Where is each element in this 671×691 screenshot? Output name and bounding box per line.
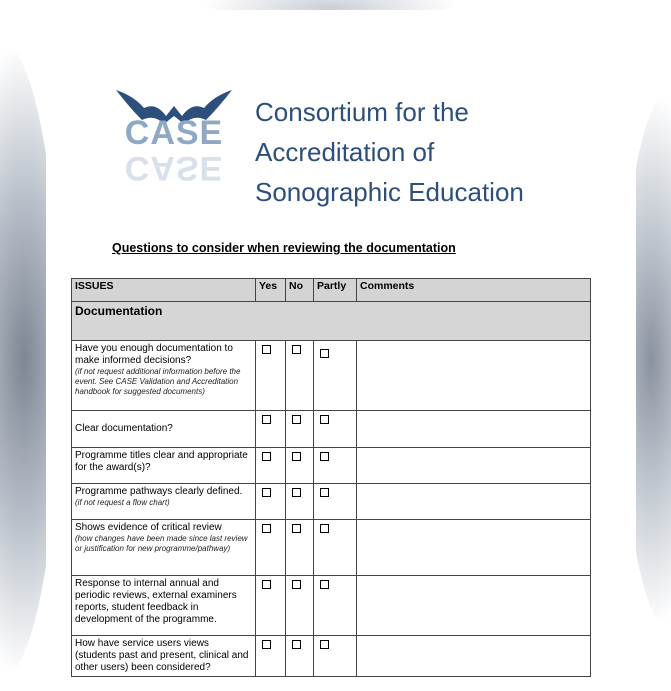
issue-cell: [72, 484, 256, 520]
issue-cell: [72, 576, 256, 636]
table-row: [72, 520, 591, 576]
issue-note: (how changes have been made since last review or justification for new programme/pathway): [75, 534, 248, 553]
issue-cell: [72, 341, 256, 411]
yes-checkbox[interactable]: [262, 580, 271, 589]
comments-cell[interactable]: [357, 576, 591, 636]
table-row: [72, 576, 591, 636]
issue-question: Have you enough documentation to make informed decisions?: [75, 343, 233, 366]
partly-cell: [314, 576, 357, 636]
no-checkbox[interactable]: [292, 415, 301, 424]
yes-checkbox[interactable]: [262, 640, 271, 649]
header-issues: ISSUES: [72, 279, 256, 302]
partly-checkbox[interactable]: [320, 580, 329, 589]
issue-note: (if not request a flow chart): [75, 498, 170, 507]
issues-table: [71, 278, 591, 677]
no-cell: [286, 448, 314, 484]
issue-cell: [72, 411, 256, 448]
table-row: [72, 484, 591, 520]
no-cell: [286, 636, 314, 677]
yes-cell: [256, 520, 286, 576]
partly-checkbox[interactable]: [320, 640, 329, 649]
organization-name-line-3: Sonographic Education: [255, 177, 524, 207]
comments-cell[interactable]: [357, 520, 591, 576]
issue-cell: [72, 520, 256, 576]
comments-cell[interactable]: [357, 484, 591, 520]
yes-cell: [256, 411, 286, 448]
organization-name: [255, 92, 524, 212]
issue-note: (if not request additional information before the event. See CASE Validation and Accreditation handbook for suggested documents): [75, 367, 241, 396]
no-checkbox[interactable]: [292, 452, 301, 461]
yes-cell: [256, 448, 286, 484]
comments-cell[interactable]: [357, 341, 591, 411]
partly-cell: [314, 520, 357, 576]
partly-cell: [314, 411, 357, 448]
issue-cell: [72, 448, 256, 484]
partly-checkbox[interactable]: [320, 452, 329, 461]
partly-checkbox[interactable]: [320, 524, 329, 533]
partly-checkbox[interactable]: [320, 488, 329, 497]
no-cell: [286, 576, 314, 636]
no-cell: [286, 484, 314, 520]
yes-checkbox[interactable]: [262, 345, 271, 354]
issue-question: Response to internal annual and periodic reviews, external examiners reports, student feedback in development of the programme.: [75, 578, 237, 625]
partly-checkbox[interactable]: [320, 349, 329, 358]
document-subtitle: Questions to consider when reviewing the documentation: [112, 241, 456, 255]
yes-checkbox[interactable]: [262, 452, 271, 461]
header-partly: Partly: [314, 279, 357, 302]
comments-cell[interactable]: [357, 411, 591, 448]
issue-question: Shows evidence of critical review: [75, 522, 222, 533]
partly-cell: [314, 448, 357, 484]
partly-cell: [314, 636, 357, 677]
no-cell: [286, 411, 314, 448]
no-checkbox[interactable]: [292, 524, 301, 533]
issue-question: Programme pathways clearly defined.: [75, 486, 243, 497]
section-row: [72, 302, 591, 341]
header-yes: Yes: [256, 279, 286, 302]
header-no: No: [286, 279, 314, 302]
no-checkbox[interactable]: [292, 345, 301, 354]
logo-wordmark: CASE: [124, 114, 224, 152]
issue-question: How have service users views (students past and present, clinical and other users) been considered?: [75, 638, 249, 673]
partly-cell: [314, 484, 357, 520]
yes-cell: [256, 576, 286, 636]
case-logo: [114, 86, 234, 196]
yes-checkbox[interactable]: [262, 415, 271, 424]
no-cell: [286, 341, 314, 411]
header-comments: Comments: [357, 279, 591, 302]
partly-checkbox[interactable]: [320, 415, 329, 424]
organization-name-line-2: Accreditation of: [255, 137, 435, 167]
yes-cell: [256, 484, 286, 520]
comments-cell[interactable]: [357, 636, 591, 677]
yes-checkbox[interactable]: [262, 488, 271, 497]
issue-question: Programme titles clear and appropriate for the award(s)?: [75, 450, 248, 473]
yes-checkbox[interactable]: [262, 524, 271, 533]
issue-question: Clear documentation?: [75, 423, 173, 434]
table-row: [72, 341, 591, 411]
no-checkbox[interactable]: [292, 488, 301, 497]
no-cell: [286, 520, 314, 576]
no-checkbox[interactable]: [292, 640, 301, 649]
table-row: [72, 448, 591, 484]
yes-cell: [256, 341, 286, 411]
table-header-row: [72, 279, 591, 302]
table-row: [72, 411, 591, 448]
issue-cell: [72, 636, 256, 677]
partly-cell: [314, 341, 357, 411]
no-checkbox[interactable]: [292, 580, 301, 589]
comments-cell[interactable]: [357, 448, 591, 484]
organization-name-line-1: Consortium for the: [255, 97, 469, 127]
section-title: Documentation: [72, 302, 591, 341]
yes-cell: [256, 636, 286, 677]
logo-wordmark-reflection: CASE: [124, 149, 224, 187]
table-row: [72, 636, 591, 677]
